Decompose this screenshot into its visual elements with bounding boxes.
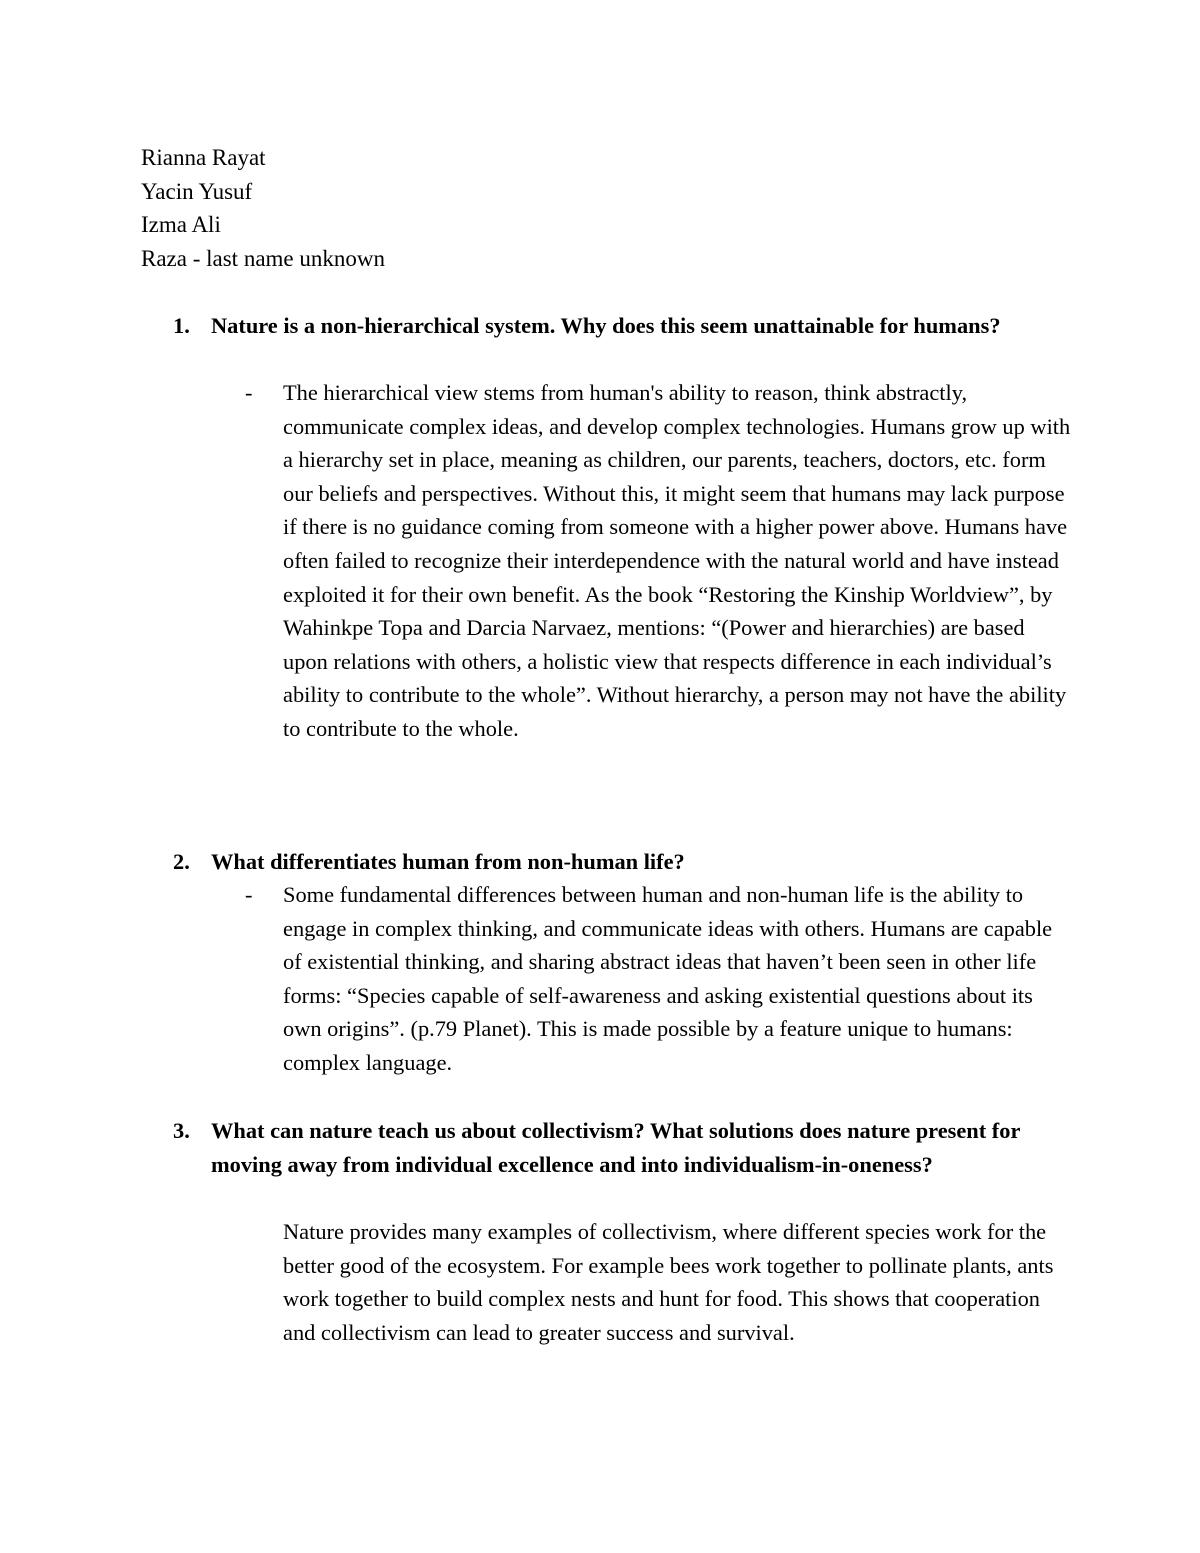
question-number: 2. — [173, 849, 190, 874]
answer-2: Some fundamental differences between human and non-human life is the ability to engage in complex thinking, and communicate ideas with others. Humans are capable of existential thinking, and sharing abstract ideas that haven’t been seen in other life forms: “Species capable of self-awareness and asking existential questions about its own origins”. (p.79 Planet). This is made possible by a feature unique to humans: complex language. — [283, 882, 1053, 1075]
question-3 — [173, 1114, 1053, 1181]
question-text: What can nature teach us about collectivism? What solutions does nature present for moving away from individual excellence and into individualism-in-oneness? — [211, 1118, 1020, 1177]
author-name: Izma Ali — [141, 212, 221, 238]
answer-3: Nature provides many examples of collectivism, where different species work for the better good of the ecosystem. For example bees work together to pollinate plants, ants work together to build complex nests and hunt for food. This shows that cooperation and collectivism can lead to greater success and survival. — [283, 1219, 1054, 1345]
question-text: What differentiates human from non-human life? — [211, 849, 685, 874]
author-name: Rianna Rayat — [141, 145, 266, 170]
bullet-dash: - — [245, 380, 253, 405]
bullet-dash: - — [245, 882, 253, 907]
question-text: Nature is a non-hierarchical system. Why does this seem unattainable for humans? — [211, 313, 1001, 338]
author-list — [141, 141, 385, 275]
question-number: 1. — [173, 313, 190, 338]
question-1 — [173, 309, 1053, 343]
answer-1: The hierarchical view stems from human's ability to reason, think abstractly, communicate complex ideas, and develop complex technologies. Humans grow up with a hierarchy set in place, meaning as children, our parents, teachers, doctors, etc. form our beliefs and perspectives. Without this, it might seem that humans may lack purpose if there is no guidance coming from someone with a higher power above. Humans have often failed to recognize their interdependence with the natural world and have instead exploited it for their own benefit. As the book “Restoring the Kinship Worldview”, by Wahinkpe Topa and Darcia Narvaez, mentions: “(Power and hierarchies) are based upon relations with others, a holistic view that respects difference in each individual’s ability to contribute to the whole”. Without hierarchy, a person may not have the ability to contribute to the whole. — [283, 380, 1071, 741]
author-name: Yacin Yusuf — [141, 178, 253, 204]
question-number: 3. — [173, 1118, 190, 1143]
author-name: Raza - last name unknown — [141, 245, 385, 271]
question-2 — [173, 845, 1053, 879]
